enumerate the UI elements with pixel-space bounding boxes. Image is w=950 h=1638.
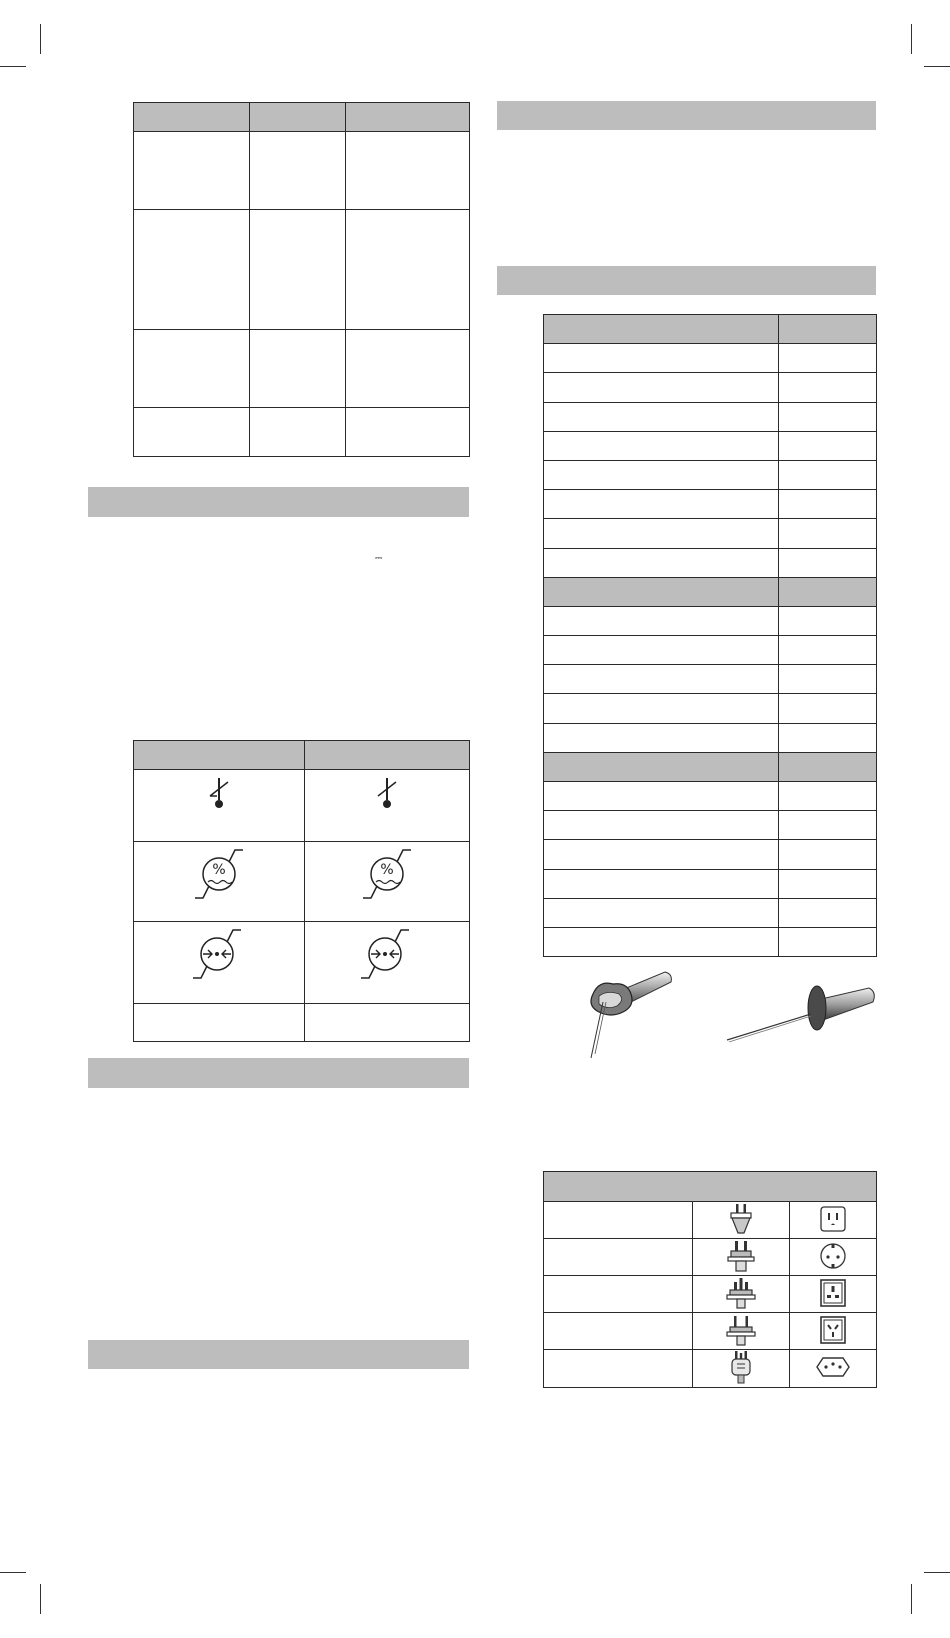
crop-mark [0,66,26,67]
table-row [544,636,877,665]
table-row [544,490,877,519]
parts-section-header [544,577,877,606]
section-heading-bar [88,1058,469,1088]
section-heading-bar [88,1340,469,1369]
table-cell [544,869,779,898]
section-heading-bar [88,487,469,517]
table-row [544,898,877,927]
table-cell [779,373,877,402]
table-row [134,408,470,457]
parts-header-cell [544,577,779,606]
plug-table [543,1171,877,1388]
table-cell [544,636,779,665]
parts-header-cell [544,752,779,781]
parts-section-header [544,752,877,781]
table-cell [544,519,779,548]
svg-text:%: % [212,862,226,878]
table-row [134,922,470,1004]
temperature-limit-icon [204,774,234,814]
table-row [134,210,470,330]
crop-mark [911,24,912,54]
table-row [544,665,877,694]
environment-table [133,740,470,1042]
table-row [544,1239,877,1276]
table-cell [544,927,779,956]
table-cell [779,606,877,635]
table-cell [779,402,877,431]
spec-header [134,103,250,132]
table-row [544,723,877,752]
parts-table [543,314,877,957]
table-row [544,1313,877,1350]
spec-table-top [133,102,470,457]
table-cell [779,927,877,956]
plug-type-i-icon [726,1314,756,1346]
crop-mark [911,1584,912,1614]
plug-type-j-icon [728,1350,754,1384]
table-cell [134,1004,305,1042]
table-cell [779,840,877,869]
table-cell [779,665,877,694]
plug-label [544,1276,693,1313]
table-row [544,869,877,898]
crop-mark [40,24,41,54]
crop-mark [40,1584,41,1614]
spec-header [346,103,470,132]
table-row [134,770,470,842]
table-cell [779,431,877,460]
table-cell [134,330,250,408]
table-cell [779,869,877,898]
plug-type-g-icon [726,1277,756,1309]
table-cell [544,898,779,927]
plug-label [544,1202,693,1239]
table-cell [544,606,779,635]
plug-type-a-icon [728,1203,754,1235]
table-cell [779,460,877,489]
table-row [544,519,877,548]
table-cell [544,548,779,577]
short-probe-image [585,966,675,1062]
table-cell [250,408,346,457]
table-cell [544,431,779,460]
table-cell [346,210,470,330]
table-row [544,460,877,489]
plug-label [544,1239,693,1276]
crop-mark [924,1572,950,1573]
table-cell [134,210,250,330]
table-cell [779,898,877,927]
table-cell [305,1004,470,1042]
socket-type-g-icon [820,1279,846,1307]
table-cell [544,344,779,373]
table-row [544,927,877,956]
parts-header-cell [779,752,877,781]
humidity-limit-icon [191,846,247,902]
atmospheric-pressure-limit-icon [357,926,417,982]
table-row [544,1350,877,1388]
table-cell [134,408,250,457]
table-cell [779,694,877,723]
table-cell [544,460,779,489]
table-row [134,330,470,408]
table-row [134,842,470,922]
socket-type-i-icon [820,1316,846,1344]
env-header [305,741,470,770]
socket-type-j-icon [815,1356,851,1378]
section-heading-bar [497,266,876,295]
humidity-limit-icon [359,846,415,902]
table-cell [544,490,779,519]
table-cell [779,636,877,665]
table-row [134,1004,470,1042]
crop-mark [924,66,950,67]
atmospheric-pressure-limit-icon [189,926,249,982]
plug-label [544,1313,693,1350]
parts-header-cell [779,577,877,606]
long-probe-image [725,980,877,1046]
table-cell [779,344,877,373]
table-row [544,811,877,840]
table-cell [250,210,346,330]
socket-type-a-icon [820,1206,846,1232]
table-cell [779,723,877,752]
spec-header [250,103,346,132]
table-cell [544,665,779,694]
table-row [544,1202,877,1239]
table-row [544,1276,877,1313]
table-cell [544,373,779,402]
table-row [544,373,877,402]
parts-section-header [544,315,877,344]
table-cell [779,782,877,811]
table-row [544,402,877,431]
table-cell [346,408,470,457]
table-cell [346,330,470,408]
socket-type-f-icon [819,1242,847,1270]
table-cell [779,519,877,548]
table-cell [544,723,779,752]
table-cell [134,132,250,210]
table-cell [779,548,877,577]
table-cell [544,840,779,869]
env-header [134,741,305,770]
parts-header-cell [779,315,877,344]
plug-label [544,1350,693,1388]
section-heading-bar [497,101,876,130]
table-row [544,606,877,635]
table-cell [250,132,346,210]
table-row [544,840,877,869]
dc-symbol: ⎓ [375,553,383,563]
svg-text:%: % [380,862,394,878]
table-cell [779,490,877,519]
parts-header-cell [544,315,779,344]
table-cell [544,782,779,811]
plug-table-header [544,1172,877,1202]
temperature-limit-icon [372,774,402,814]
table-row [134,132,470,210]
table-cell [346,132,470,210]
table-row [544,548,877,577]
table-row [544,431,877,460]
table-cell [544,811,779,840]
table-row [544,344,877,373]
table-cell [250,330,346,408]
table-row [544,782,877,811]
table-cell [544,402,779,431]
table-row [544,694,877,723]
table-cell [544,694,779,723]
plug-type-f-icon [726,1240,756,1272]
table-cell [779,811,877,840]
crop-mark [0,1572,26,1573]
